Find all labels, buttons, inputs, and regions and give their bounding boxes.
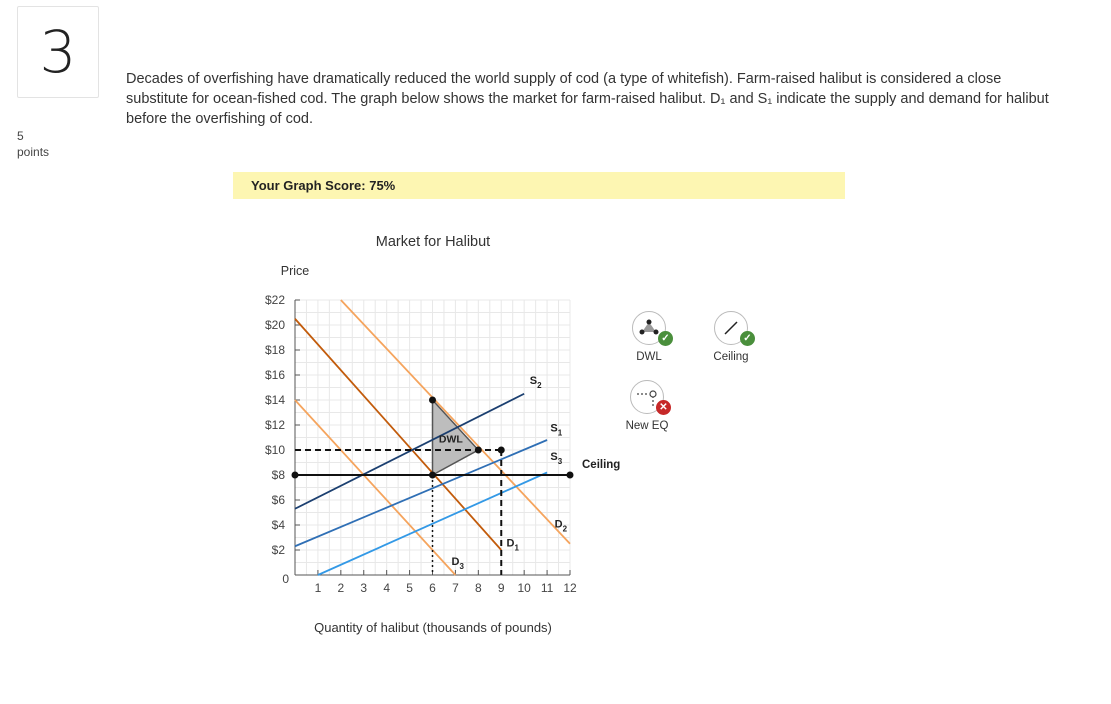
ceiling-tool[interactable] xyxy=(711,311,751,363)
ceiling-endpoint xyxy=(567,472,574,479)
y-tick-label: $10 xyxy=(264,443,285,457)
new-eq-tool-label: New EQ xyxy=(625,420,669,432)
y-tick-label: $4 xyxy=(271,518,285,532)
origin-label: 0 xyxy=(282,572,289,586)
question-number: 3 xyxy=(17,6,99,98)
incorrect-x-icon: ✕ xyxy=(656,400,671,415)
curve-label-subscript: 1 xyxy=(557,428,563,438)
score-text: Your Graph Score: 75% xyxy=(251,178,396,193)
y-tick-label: $14 xyxy=(264,393,285,407)
x-tick-label: 5 xyxy=(406,581,413,595)
y-axis-title: Price xyxy=(280,264,310,278)
dwl-vertex xyxy=(429,472,436,479)
y-tick-label: $2 xyxy=(271,543,285,557)
curve-label-S2: $S_2$ xyxy=(529,374,542,390)
y-tick-label: $22 xyxy=(264,293,285,307)
ceiling-tool-label: Ceiling xyxy=(713,351,749,363)
dwl-tool[interactable] xyxy=(629,311,669,363)
ceiling-endpoint xyxy=(292,472,299,479)
chart-title: Market for Halibut xyxy=(375,234,491,250)
y-tick-label: $6 xyxy=(271,493,285,507)
x-tick-label: 10 xyxy=(517,581,531,595)
curve-label-subscript: 2 xyxy=(562,524,568,534)
x-axis-title: Quantity of halibut (thousands of pounds) xyxy=(314,620,552,635)
points-value: 5 xyxy=(17,129,24,143)
x-tick-label: 3 xyxy=(360,581,368,595)
question-prompt: Decades of overfishing have dramatically reduced the world supply of cod (a type of whitefish). Farm-raised halibut is considered a close substitute for ocean-fished cod. The graph below shows the market for farm-raised halibut. D₁ and S₁ indicate the supply and demand for halibut before the overfishing of cod. xyxy=(126,71,1049,127)
correct-check-icon: ✓ xyxy=(658,331,673,346)
correct-check-icon: ✓ xyxy=(740,331,755,346)
ceiling-label: Ceiling xyxy=(582,459,621,471)
curve-label-subscript: 2 xyxy=(537,380,542,390)
new-eq-point xyxy=(498,447,505,454)
x-tick-label: 6 xyxy=(429,581,436,595)
ceiling-tool-button[interactable] xyxy=(714,311,752,345)
curve-label-subscript: 3 xyxy=(459,562,464,571)
curve-label-D3: $D_3$ xyxy=(451,556,464,571)
x-tick-label: 8 xyxy=(474,581,482,595)
y-tick-label: $8 xyxy=(271,468,285,482)
dwl-tool-button[interactable] xyxy=(632,311,670,345)
y-tick-label: $18 xyxy=(264,343,285,357)
x-tick-label: 9 xyxy=(497,581,505,595)
x-tick-label: 2 xyxy=(337,581,345,595)
curve-label-subscript: 1 xyxy=(514,543,519,553)
curve-label-S3: $S_3$ xyxy=(550,451,563,466)
dwl-label: DWL xyxy=(438,433,463,446)
curve-label-D1: $D_1$ xyxy=(506,537,519,553)
y-tick-label: $12 xyxy=(264,418,285,432)
points-label: points xyxy=(17,145,50,159)
y-tick-label: $16 xyxy=(264,368,285,382)
x-tick-label: 11 xyxy=(540,581,554,595)
curve-label-D2: $D_2$ xyxy=(554,518,568,534)
curve-label-S1: $S_1$ xyxy=(550,422,563,438)
x-tick-label: 1 xyxy=(314,581,322,595)
dwl-vertex xyxy=(429,397,436,404)
curve-label-subscript: 3 xyxy=(557,457,563,466)
y-tick-label: $20 xyxy=(264,318,285,332)
x-tick-label: 12 xyxy=(563,581,577,595)
new-eq-tool[interactable] xyxy=(622,380,672,432)
x-tick-label: 7 xyxy=(452,581,459,595)
new-eq-tool-button[interactable] xyxy=(630,380,668,414)
dwl-tool-label: DWL xyxy=(636,351,662,363)
dwl-vertex xyxy=(475,447,482,454)
x-tick-label: 4 xyxy=(383,581,391,595)
